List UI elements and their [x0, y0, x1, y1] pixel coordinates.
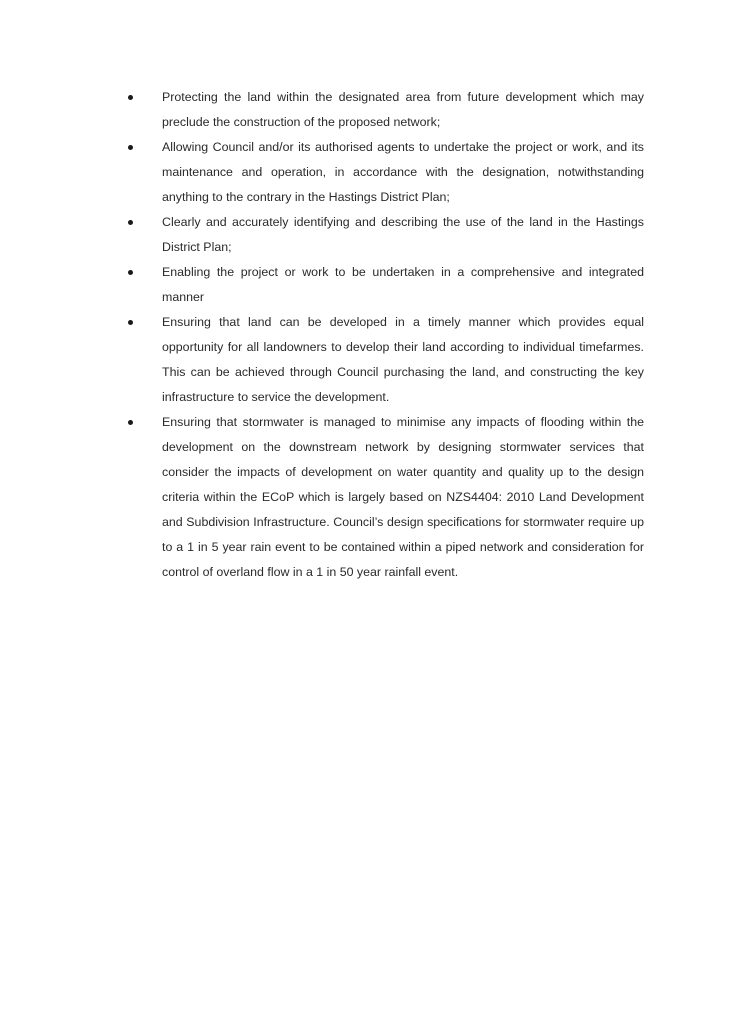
- bullet-list: [120, 85, 644, 585]
- list-item-text: Ensuring that land can be developed in a timely manner which provides equal opportunity for all landowners to develop their land according to individual timefarmes. This can be achieved through Council purchasing the land, and constructing the key infrastructure to service the development.: [162, 315, 644, 404]
- bullet-icon: [128, 420, 133, 425]
- bullet-icon: [128, 145, 133, 150]
- list-item: [120, 310, 644, 410]
- bullet-icon: [128, 270, 133, 275]
- list-item: [120, 410, 644, 585]
- list-item-text: Enabling the project or work to be undertaken in a comprehensive and integrated manner: [162, 265, 644, 304]
- list-item-text: Protecting the land within the designated area from future development which may preclude the construction of the proposed network;: [162, 90, 644, 129]
- bullet-icon: [128, 220, 133, 225]
- list-item: [120, 260, 644, 310]
- bullet-icon: [128, 320, 133, 325]
- list-item-text: Clearly and accurately identifying and describing the use of the land in the Hastings District Plan;: [162, 215, 644, 254]
- bullet-icon: [128, 95, 133, 100]
- list-item: [120, 210, 644, 260]
- list-item-text: Allowing Council and/or its authorised agents to undertake the project or work, and its maintenance and operation, in accordance with the designation, notwithstanding anything to the contrary in the Hastings District Plan;: [162, 140, 644, 204]
- list-item: [120, 135, 644, 210]
- list-item-text: Ensuring that stormwater is managed to minimise any impacts of flooding within the development on the downstream network by designing stormwater services that consider the impacts of development on water quantity and quality up to the design criteria within the ECoP which is largely based on NZS4404: 2010 Land Development and Subdivision Infrastructure. Council’s design specifications for stormwater require up to a 1 in 5 year rain event to be contained within a piped network and consideration for control of overland flow in a 1 in 50 year rainfall event.: [162, 415, 644, 579]
- list-item: [120, 85, 644, 135]
